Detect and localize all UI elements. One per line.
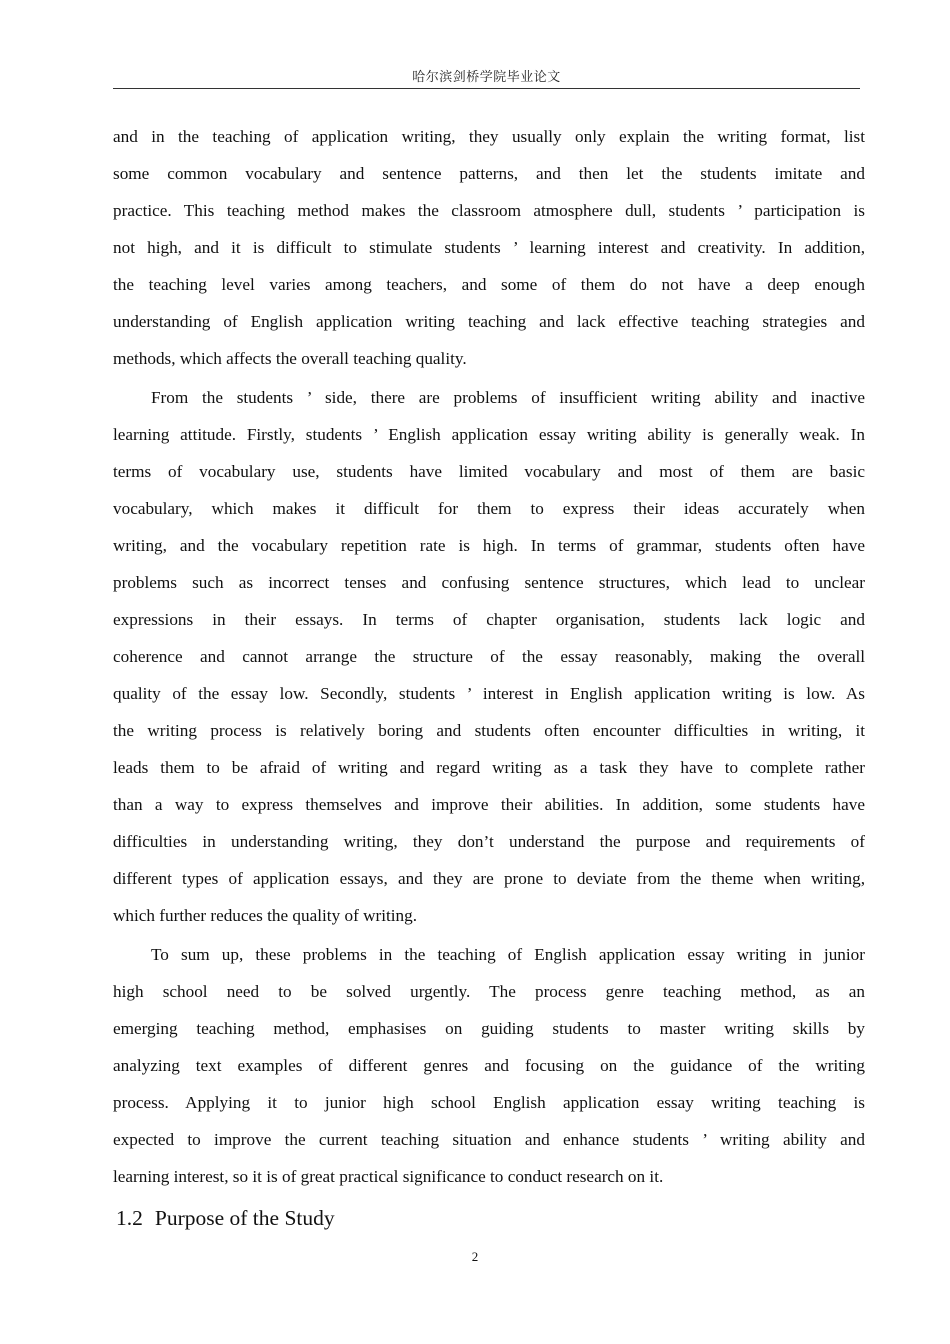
text-line: process. Applying it to junior high school English application essay writing teaching is <box>113 1093 865 1112</box>
text-line: difficulties in understanding writing, they don’t understand the purpose and requirements of <box>113 832 865 851</box>
text-line: and in the teaching of application writing, they usually only explain the writing format, list <box>113 127 865 146</box>
text-line: some common vocabulary and sentence patterns, and then let the students imitate and <box>113 164 865 183</box>
text-line: methods, which affects the overall teaching quality. <box>113 349 467 368</box>
text-line: terms of vocabulary use, students have limited vocabulary and most of them are basic <box>113 462 865 481</box>
text-line: not high, and it is difficult to stimulate students ’ learning interest and creativity. In addition, <box>113 238 865 257</box>
text-line: different types of application essays, and they are prone to deviate from the theme when writing, <box>113 869 865 888</box>
text-line: vocabulary, which makes it difficult for them to express their ideas accurately when <box>113 499 865 518</box>
text-line: learning attitude. Firstly, students ’ English application essay writing ability is generally weak. In <box>113 425 865 444</box>
text-line: writing, and the vocabulary repetition rate is high. In terms of grammar, students often have <box>113 536 865 555</box>
text-line: expressions in their essays. In terms of chapter organisation, students lack logic and <box>113 610 865 629</box>
section-title: Purpose of the Study <box>154 1206 335 1230</box>
text-line: analyzing text examples of different genres and focusing on the guidance of the writing <box>113 1056 865 1075</box>
text-line: practice. This teaching method makes the classroom atmosphere dull, students ’ participation is <box>113 201 865 220</box>
text-line: From the students ’ side, there are problems of insufficient writing ability and inactive <box>151 388 865 407</box>
text-line: the writing process is relatively boring and students often encounter difficulties in writing, it <box>113 721 865 740</box>
text-line: the teaching level varies among teachers, and some of them do not have a deep enough <box>113 275 865 294</box>
section-number: 1.2 <box>116 1206 143 1230</box>
text-line: quality of the essay low. Secondly, students ’ interest in English application writing is low. As <box>113 684 865 703</box>
text-line: understanding of English application writing teaching and lack effective teaching strategies and <box>113 312 865 331</box>
paragraph-1 <box>113 118 865 377</box>
text-line: leads them to be afraid of writing and regard writing as a task they have to complete rather <box>113 758 865 777</box>
text-line: To sum up, these problems in the teaching of English application essay writing in junior <box>151 945 865 964</box>
text-line: learning interest, so it is of great practical significance to conduct research on it. <box>113 1167 664 1186</box>
header-rule <box>113 88 860 89</box>
page-number: 2 <box>471 1249 479 1264</box>
section-heading <box>116 1206 335 1231</box>
text-line: than a way to express themselves and improve their abilities. In addition, some students have <box>113 795 865 814</box>
paragraph-3 <box>113 936 865 1195</box>
paragraph-2 <box>113 379 865 934</box>
text-line: high school need to be solved urgently. The process genre teaching method, as an <box>113 982 865 1001</box>
body-text <box>113 118 865 1195</box>
text-line: problems such as incorrect tenses and confusing sentence structures, which lead to unclear <box>113 573 865 592</box>
page-header: 哈尔滨剑桥学院毕业论文 <box>412 70 561 85</box>
text-line: expected to improve the current teaching situation and enhance students ’ writing ability and <box>113 1130 865 1149</box>
text-line: emerging teaching method, emphasises on guiding students to master writing skills by <box>113 1019 865 1038</box>
text-line: which further reduces the quality of writing. <box>113 906 418 925</box>
text-line: coherence and cannot arrange the structure of the essay reasonably, making the overall <box>113 647 865 666</box>
